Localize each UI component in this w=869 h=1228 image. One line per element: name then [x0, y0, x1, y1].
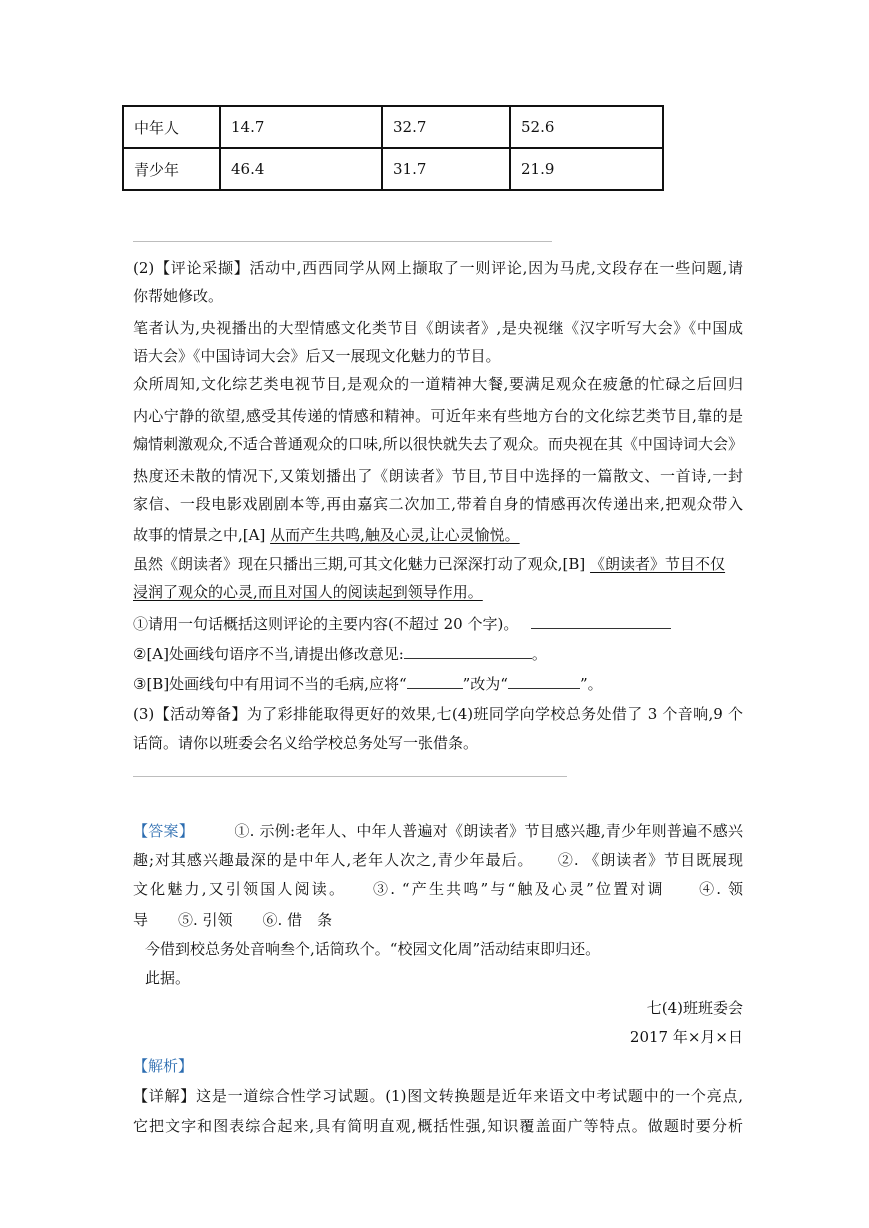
- analysis-line: [133, 1085, 743, 1107]
- subquestion-1: [133, 613, 743, 635]
- table-row: [123, 106, 663, 148]
- question-2-text: 你帮她修改。: [133, 287, 224, 305]
- article-line: 家信、一段电影戏剧剧本等,再由嘉宾二次加工,带着自身的情感再次传递出来,把观众带入: [133, 495, 743, 513]
- subquestion-text: ③[B]处画线句中有用词不当的毛病,应将“: [133, 675, 407, 693]
- table-cell: 中年人: [123, 106, 220, 148]
- subquestion-2: [133, 643, 743, 665]
- iou-signer: 七(4)班班委会: [646, 999, 743, 1017]
- analysis-label: 【解析】: [133, 1057, 194, 1075]
- survey-table: [122, 105, 664, 191]
- answer-line: 文化魅力,又引领国人阅读。 ③. “产生共鸣”与“触及心灵”位置对调 ④. 领: [133, 880, 743, 898]
- table-cell: 14.7: [220, 106, 382, 148]
- article-line: 热度还未散的情况下,又策划播出了《朗读者》节目,节目中选择的一篇散文、一首诗,一封: [133, 467, 743, 485]
- subquestion-text: ”改为“: [462, 675, 508, 693]
- section-divider: [133, 241, 552, 242]
- table-cell: 青少年: [123, 148, 220, 190]
- article-line: 语大会》《中国诗词大会》后又一展现文化魅力的节目。: [133, 347, 501, 365]
- subquestion-text: ①请用一句话概括这则评论的主要内容(不超过 20 个字)。: [133, 615, 519, 633]
- answer-line: 趣;对其感兴趣最深的是中年人,老年人次之,青少年最后。 ②. 《朗读者》节目既展现: [133, 851, 743, 869]
- subquestion-3: [133, 673, 743, 695]
- article-line: 笔者认为,央视播出的大型情感文化类节目《朗读者》,是央视继《汉字听写大会》《中国成: [133, 319, 743, 337]
- answer-blank[interactable]: [404, 644, 532, 659]
- answer-line: 导 ⑤. 引领 ⑥. 借 条: [133, 911, 333, 929]
- article-line: 众所周知,文化综艺类电视节目,是观众的一道精神大餐,要满足观众在疲惫的忙碌之后回归: [133, 375, 743, 393]
- underlined-sentence-b: 《朗读者》节目不仅: [590, 555, 726, 573]
- answer-blank[interactable]: [531, 614, 671, 629]
- answer-label: 【答案】: [133, 822, 195, 840]
- analysis-text: 这是一道综合性学习试题。(1)图文转换题是近年来语文中考试题中的一个亮点,: [196, 1087, 743, 1105]
- detail-label: 【详解】: [133, 1087, 197, 1105]
- table-row: [123, 148, 663, 190]
- answer-line: [133, 820, 743, 842]
- article-text: 虽然《朗读者》现在只播出三期,可其文化魅力已深深打动了观众,[B]: [133, 555, 591, 573]
- analysis-line: 它把文字和图表综合起来,具有简明直观,概括性强,知识覆盖面广等特点。做题时要分析: [133, 1117, 743, 1135]
- underlined-sentence-a: 从而产生共鸣,触及心灵,让心灵愉悦。: [270, 526, 520, 544]
- article-line: [133, 581, 743, 603]
- answer-blank[interactable]: [508, 674, 580, 689]
- article-line: [133, 553, 743, 575]
- table-cell: 46.4: [220, 148, 382, 190]
- question-2-text: (2)【评论采撷】活动中,西西同学从网上撷取了一则评论,因为马虎,文段存在一些问题,请: [133, 259, 743, 277]
- subquestion-text: 。: [531, 645, 547, 663]
- answer-text: ①. 示例:老年人、中年人普遍对《朗读者》节目感兴趣,青少年则普遍不感兴: [234, 822, 743, 840]
- subquestion-text: ”。: [579, 675, 603, 693]
- question-3-text: (3)【活动筹备】为了彩排能取得更好的效果,七(4)班同学向学校总务处借了 3 个音响,9 个: [133, 705, 743, 723]
- answer-blank[interactable]: [407, 674, 463, 689]
- table-cell: 52.6: [510, 106, 663, 148]
- article-line: 内心宁静的欲望,感受其传递的情感和精神。可近年来有些地方台的文化综艺类节目,靠的是: [133, 407, 743, 425]
- iou-closing: 此据。: [145, 969, 191, 987]
- article-line: [133, 524, 743, 546]
- question-3-text: 话筒。请你以班委会名义给学校总务处写一张借条。: [133, 734, 479, 752]
- section-divider: [133, 776, 567, 777]
- iou-date: 2017 年×月×日: [629, 1028, 743, 1046]
- table-cell: 32.7: [382, 106, 510, 148]
- underlined-sentence-b: 浸润了观众的心灵,而且对国人的阅读起到领导作用。: [133, 583, 483, 601]
- subquestion-text: ②[A]处画线句语序不当,请提出修改意见:: [133, 645, 404, 663]
- article-line: 煽情刺激观众,不适合普通观众的口味,所以很快就失去了观众。而央视在其《中国诗词大会》: [133, 435, 743, 453]
- iou-body: 今借到校总务处音响叁个,话筒玖个。“校园文化周”活动结束即归还。: [145, 940, 601, 958]
- article-text: 故事的情景之中,[A]: [133, 526, 271, 544]
- table-cell: 21.9: [510, 148, 663, 190]
- table-cell: 31.7: [382, 148, 510, 190]
